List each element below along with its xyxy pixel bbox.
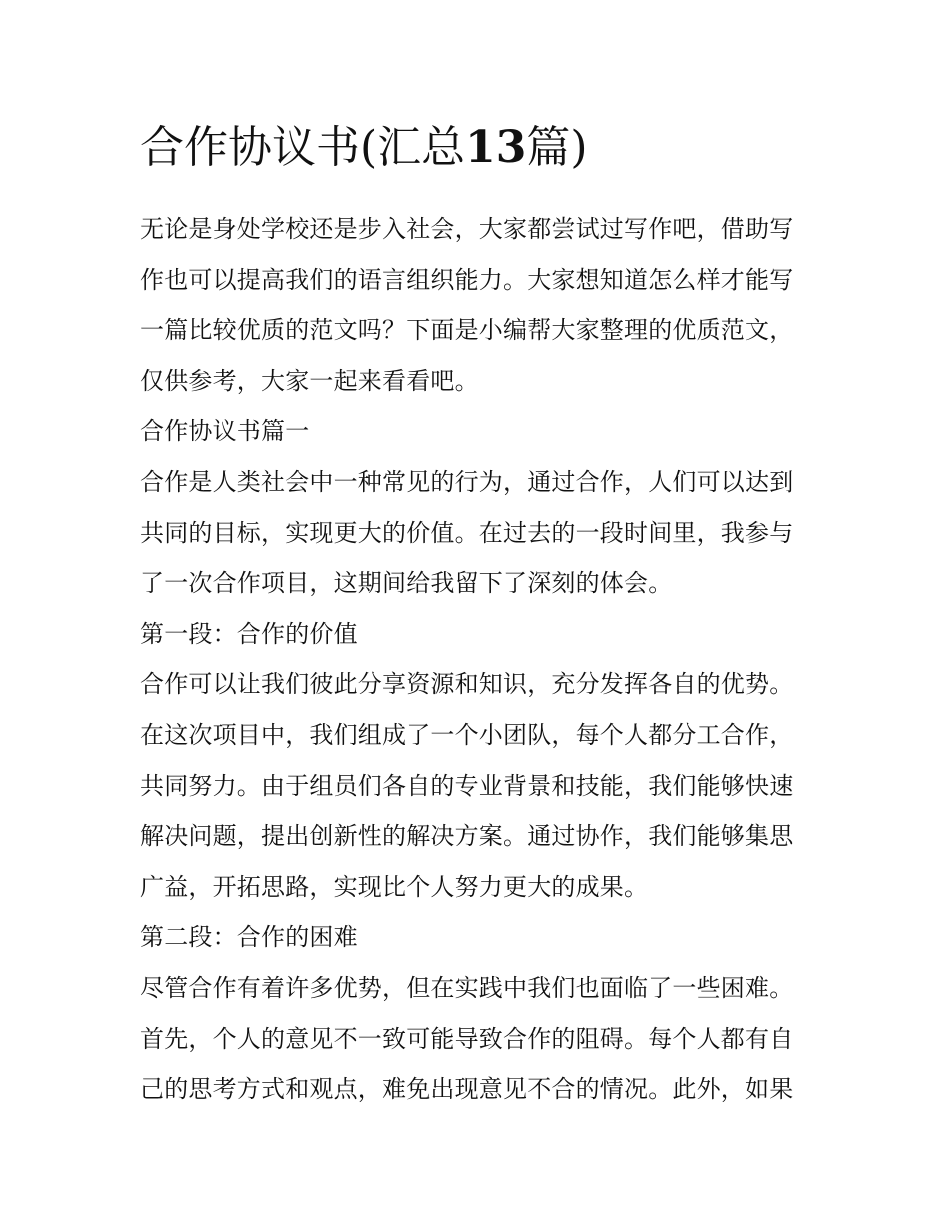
text-line: 共同的目标，实现更大的价值。在过去的一段时间里，我参与 — [140, 518, 794, 547]
text-line: 首先，个人的意见不一致可能导致合作的阻碍。每个人都有自 — [140, 1024, 794, 1053]
document-body — [140, 112, 820, 1115]
text-line: 仅供参考，大家一起来看看吧。 — [140, 366, 479, 395]
section-heading: 第一段：合作的价值 — [140, 619, 358, 648]
text-line: 合作是人类社会中一种常见的行为，通过合作，人们可以达到 — [140, 467, 794, 496]
text-line: 了一次合作项目，这期间给我留下了深刻的体会。 — [140, 569, 673, 598]
text-line: 己的思考方式和观点，难免出现意见不合的情况。此外，如果 — [140, 1075, 794, 1104]
text-line: 广益，开拓思路，实现比个人努力更大的成果。 — [140, 872, 649, 901]
section-heading: 合作协议书篇一 — [140, 417, 310, 446]
title-prefix: 合作协议书(汇总 — [140, 122, 466, 173]
text-line: 尽管合作有着许多优势，但在实践中我们也面临了一些困难。 — [140, 973, 794, 1002]
document-title — [140, 112, 820, 184]
text-line: 作也可以提高我们的语言组织能力。大家想知道怎么样才能写 — [140, 265, 794, 294]
section-heading: 第二段：合作的困难 — [140, 923, 358, 952]
text-line: 合作可以让我们彼此分享资源和知识，充分发挥各自的优势。 — [140, 670, 794, 699]
text-line: 一篇比较优质的范文吗？下面是小编帮大家整理的优质范文， — [140, 316, 794, 345]
text-line: 解决问题，提出创新性的解决方案。通过协作，我们能够集思 — [140, 822, 794, 851]
title-number: 13 — [465, 122, 527, 173]
text-line: 在这次项目中，我们组成了一个小团队，每个人都分工合作， — [140, 720, 794, 749]
text-block — [140, 204, 820, 1115]
text-line: 无论是身处学校还是步入社会，大家都尝试过写作吧，借助写 — [140, 215, 794, 243]
text-line: 共同努力。由于组员们各自的专业背景和技能，我们能够快速 — [140, 771, 794, 800]
title-suffix: 篇) — [526, 122, 588, 173]
